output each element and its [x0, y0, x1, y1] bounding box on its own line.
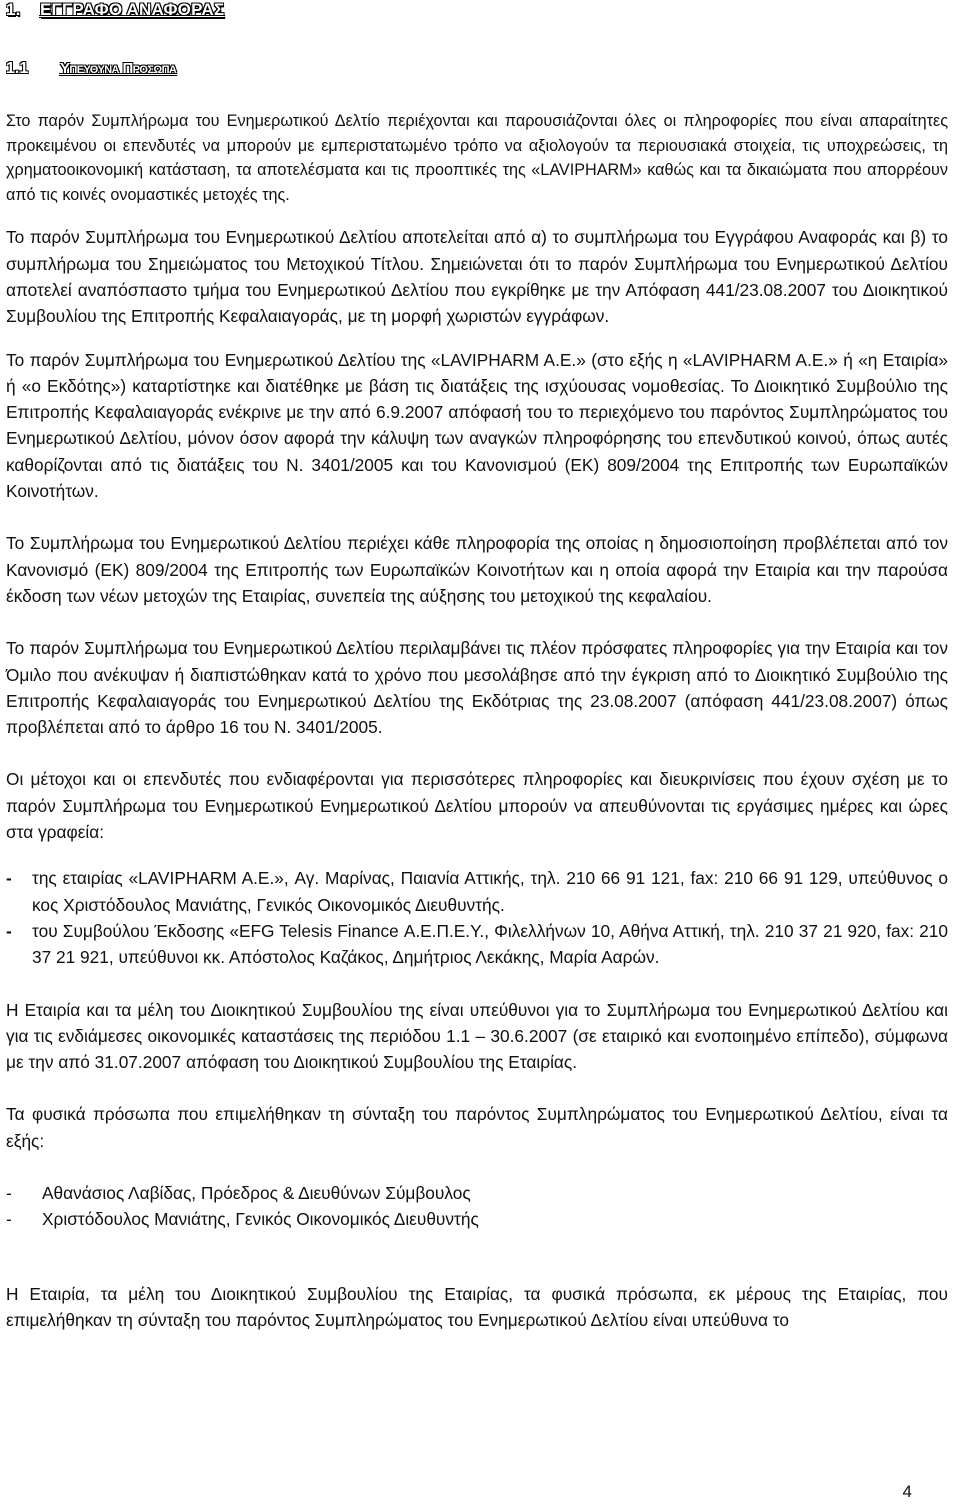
paragraph-regulation: Το Συμπλήρωμα του Ενημερωτικού Δελτίου περιέχει κάθε πληροφορία της οποίας η δημοσιοποίηση προβλέπεται από τον Κανονισμό (ΕΚ) 809/2004 της Επιτροπής των Ευρωπαϊκών Κοινοτήτων και η οποία αφορά την Εταιρία και την παρούσα έκδοση των νέων μετοχών της Εταιρίας, συνεπεία της αύξησης του μετοχικού της κεφαλαίου.	[6, 533, 948, 606]
paragraph-contact-intro: Οι μέτοχοι και οι επενδυτές που ενδιαφέρονται για περισσότερες πληροφορίες και διευκρινίσεις που έχουν σχέση με το παρόν Συμπλήρωμα του Ενημερωτικού Ενημερωτικού Δελτίου μπορούν να απευθύνονται τις εργάσιμες ημέρες και ώρες στα γραφεία:	[6, 769, 948, 843]
paragraph-intro: Στο παρόν Συμπλήρωμα του Ενημερωτικού Δελτίο περιέχονται και παρουσιάζονται όλες οι πληροφορίες που είναι απαραίτητες προκειμένου οι επενδυτές να μπορούν με εμπεριστατωμένο τρόπο να αξιολογούν τα περιουσιακά στοιχεία, τις υποχρεώσεις, τη χρηματοοικονομική κατάσταση, τα αποτελέσματα και τις προοπτικές της «LAVIPHARM» καθώς και τα δικαιώματα που απορρέουν από τις κοινές ονομαστικές μετοχές της.	[6, 112, 948, 204]
contact-item-text: της εταιρίας «LAVIPHARM A.E.», Αγ. Μαρίνας, Παιανία Αττικής, τηλ. 210 66 91 121, fax: 210 66 91 129, υπεύθυνος ο κος Χριστόδουλος Μανιάτης, Γενικός Οικονομικός Διευθυντής.	[32, 868, 948, 915]
paragraph-composition: Το παρόν Συμπλήρωμα του Ενημερωτικού Δελτίου αποτελείται από α) το συμπλήρωμα του Εγγράφου Αναφοράς και β) το συμπλήρωμα του Σημειώματος του Μετοχικού Τίτλου. Σημειώνεται ότι το παρόν Συμπλήρωμα του Ενημερωτικού Δελτίου αποτελεί αναπόσπαστο τμήμα του Ενημερωτικού Δελτίου που εγκρίθηκε με την Απόφαση 441/23.08.2007 του Διοικητικού Συμβουλίου της Επιτροπής Κεφαλαιαγοράς, με τη μορφή χωριστών εγγράφων.	[6, 227, 948, 327]
subsection-title: Υπευθυνα Προσωπα	[60, 60, 177, 77]
section-title: ΕΓΓΡΑΦΟ ΑΝΑΦΟΡΑΣ	[40, 0, 225, 19]
paragraph-persons-intro: Τα φυσικά πρόσωπα που επιμελήθηκαν τη σύνταξη του παρόντος Συμπληρώματος του Ενημερωτικού Δελτίου, είναι τα εξής:	[6, 1104, 948, 1151]
paragraph-approval: Το παρόν Συμπλήρωμα του Ενημερωτικού Δελτίου της «LAVIPHARM A.E.» (στο εξής η «LAVIPHARM A.E.» ή «η Εταιρία» ή «ο Εκδότης») καταρτίστηκε και διατέθηκε με βάση τις διατάξεις της ισχύουσας νομοθεσίας. Το Διοικητικό Συμβούλιο της Επιτροπής Κεφαλαιαγοράς ενέκρινε με την από 6.9.2007 απόφασή του το περιεχόμενο του παρόντος Συμπληρώματος του Ενημερωτικού Δελτίου, μόνον όσον αφορά την κάλυψη των αναγκών πληροφόρησης του επενδυτικού κοινού, όπως αυτές καθορίζονται από τις διατάξεις του Ν. 3401/2005 και του Κανονισμού (ΕΚ) 809/2004 της Επιτροπής των Ευρωπαϊκών Κοινοτήτων.	[6, 349, 948, 502]
section-heading	[6, 0, 224, 20]
paragraph-closing: Η Εταιρία, τα μέλη του Διοικητικού Συμβουλίου της Εταιρίας, τα φυσικά πρόσωπα, εκ μέρους της Εταιρίας, που επιμελήθηκαν τη σύνταξη του παρόντος Συμπληρώματος του Ενημερωτικού Δελτίου είναι υπεύθυνα το	[6, 1283, 948, 1330]
subsection-number: 1.1	[6, 60, 29, 77]
person-item-text: Χριστόδουλος Μανιάτης, Γενικός Οικονομικός Διευθυντής	[42, 1209, 479, 1230]
paragraph-recent-info: Το παρόν Συμπλήρωμα του Ενημερωτικού Δελτίου περιλαμβάνει τις πλέον πρόσφατες πληροφορίες για την Εταιρία και τον Όμιλο που ανέκυψαν ή διαπιστώθηκαν κατά το χρόνο που μεσολάβησε από την έγκριση από το Διοικητικό Συμβούλιο της Επιτροπής Κεφαλαιαγοράς του Ενημερωτικού Δελτίου της Εκδότριας της 23.08.2007 (απόφαση 441/23.08.2007) όπως προβλέπεται από το άρθρο 16 του Ν. 3401/2005.	[6, 638, 948, 738]
paragraph-responsibility: Η Εταιρία και τα μέλη του Διοικητικού Συμβουλίου της είναι υπεύθυνοι για το Συμπλήρωμα του Ενημερωτικού Δελτίου και για τις ενδιάμεσες οικονομικές καταστάσεις της περιόδου 1.1 – 30.6.2007 (σε εταιρικό και ενοποιημένο επίπεδο), σύμφωνα με την από 31.07.2007 απόφαση του Διοικητικού Συμβουλίου της Εταιρίας.	[6, 999, 948, 1073]
section-number: 1.	[6, 0, 21, 19]
contact-item	[6, 865, 948, 918]
contact-item-text: του Συμβούλου Έκδοσης «EFG Telesis Finance Α.Ε.Π.Ε.Υ., Φιλελλήνων 10, Αθήνα Αττική, τηλ. 210 37 21 920, fax: 210 37 21 921, υπεύθυνοι κκ. Απόστολος Καζάκος, Δημήτριος Λεκάκης, Μαρία Ααρών.	[32, 920, 948, 968]
list-marker: -	[6, 920, 12, 941]
subsection-heading	[6, 60, 176, 78]
list-marker: -	[6, 1209, 12, 1230]
list-marker: -	[6, 868, 12, 889]
list-marker: -	[6, 1182, 12, 1203]
person-item-text: Αθανάσιος Λαβίδας, Πρόεδρος & Διευθύνων Σύμβουλος	[42, 1182, 471, 1203]
page-number: 4	[902, 1482, 912, 1501]
person-item	[6, 1180, 948, 1206]
contact-item	[6, 918, 948, 971]
document-body	[6, 109, 948, 1333]
person-item	[6, 1206, 948, 1232]
